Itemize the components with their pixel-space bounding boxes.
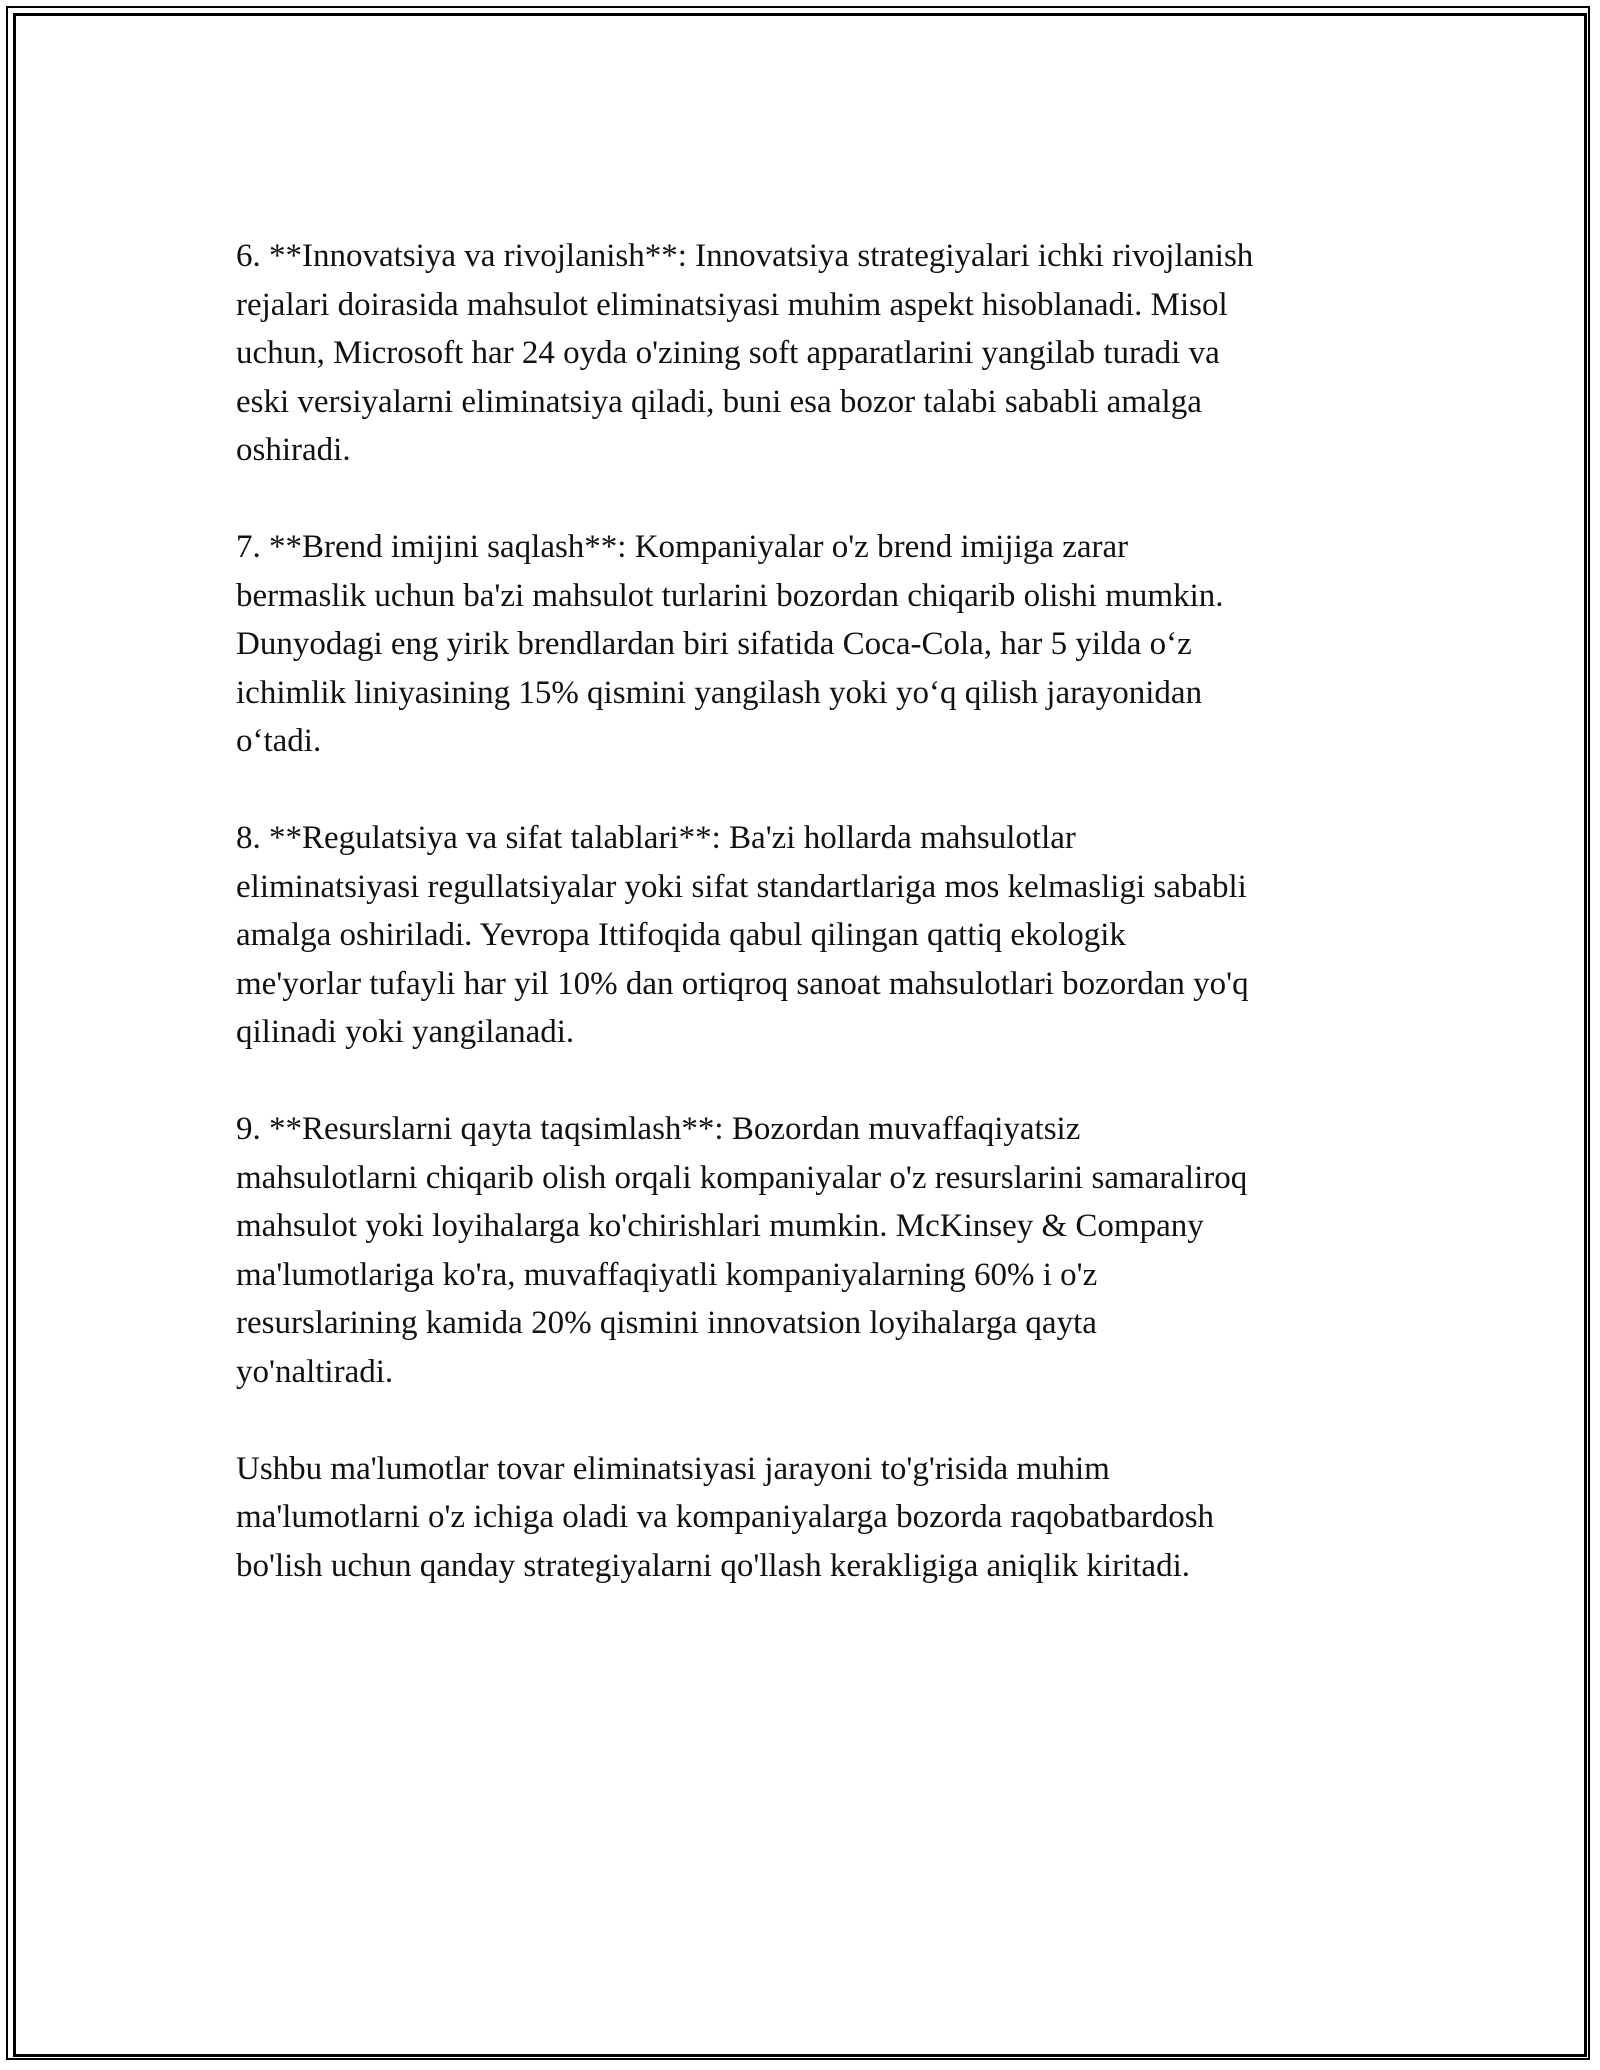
paragraph-conclusion: Ushbu ma'lumotlar tovar eliminatsiyasi jarayoni to'g'risida muhim ma'lumotlarni o'z ichiga oladi va kompaniyalarga bozorda raqobatbardosh bo'lish uchun qanday strategiyalarni qo'llash kerakligiga aniqlik kiritadi. [236,1450,1215,1584]
paragraph-resources: 9. **Resurslarni qayta taqsimlash**: Bozordan muvaffaqiyatsiz mahsulotlarni chiqarib olish orqali kompaniyalar o'z resurslarini samaraliroq mahsulot yoki loyihalarga ko'chirishlari mumkin. McKinsey & Company ma'lumotlariga ko'ra, muvaffaqiyatli kompaniyalarning 60% i o'z resurslarining kamida 20% qismini innovatsion loyihalarga qayta yo'naltiradi. [236,1111,1248,1390]
document-body [236,232,1386,1639]
paragraph-innovation: 6. **Innovatsiya va rivojlanish**: Innovatsiya strategiyalari ichki rivojlanish rejalari doirasida mahsulot eliminatsiyasi muhim aspekt hisoblanadi. Misol uchun, Microsoft har 24 oyda o'zining soft apparatlarini yangilab turadi va eski versiyalarni eliminatsiya qiladi, buni esa bozor talabi sababli amalga oshiradi. [236,238,1254,468]
paragraph-regulation: 8. **Regulatsiya va sifat talablari**: Ba'zi hollarda mahsulotlar eliminatsiyasi regullatsiyalar yoki sifat standartlariga mos kelmasligi sababli amalga oshiriladi. Yevropa Ittifoqida qabul qilingan qattiq ekologik me'yorlar tufayli har yil 10% dan ortiqroq sanoat mahsulotlari bozordan yo'q qilinadi yoki yangilanadi. [236,820,1249,1050]
paragraph-brand-image: 7. **Brend imijini saqlash**: Kompaniyalar o'z brend imijiga zarar bermaslik uchun ba'zi mahsulot turlarini bozordan chiqarib olishi mumkin. Dunyodagi eng yirik brendlardan biri sifatida Coca-Cola, har 5 yilda o‘z ichimlik liniyasining 15% qismini yangilash yoki yo‘q qilish jarayonidan o‘tadi. [236,529,1224,759]
